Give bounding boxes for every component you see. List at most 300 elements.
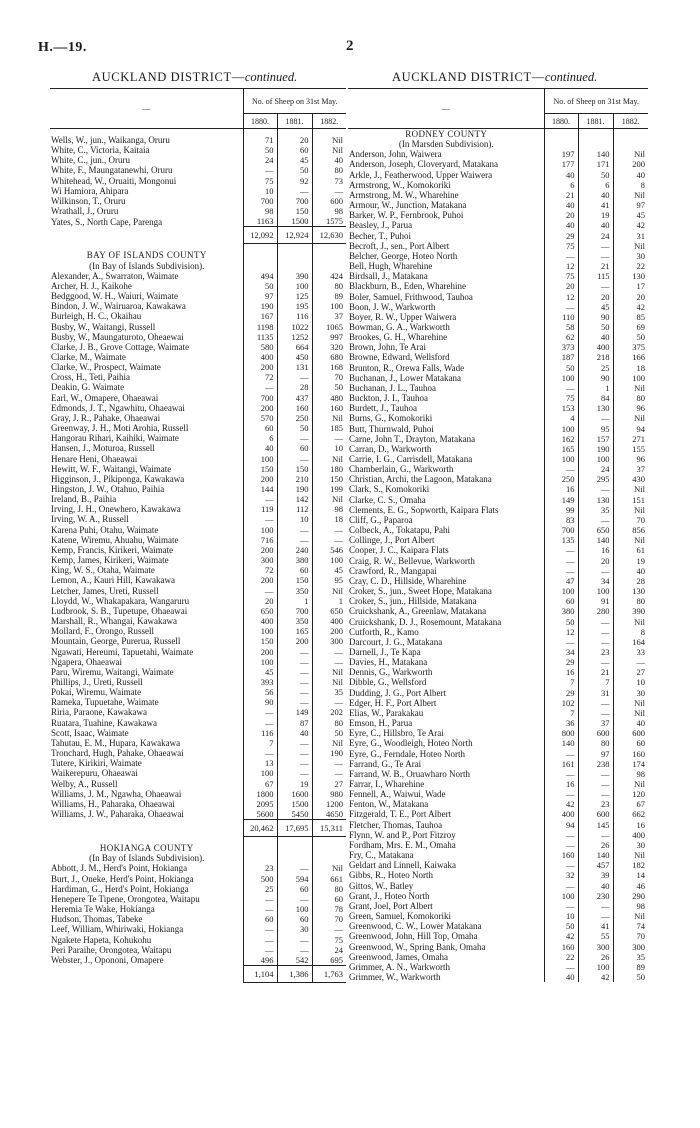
sheep-1882-cell: Nil [312,413,346,423]
sheep-1882-cell: 95 [312,575,346,585]
table-row [50,874,346,884]
sheep-1882-cell: 100 [613,373,648,383]
owner-name: Davies, H., Matakana [349,657,428,668]
owner-name: Anderson, John, Waiwera [349,149,442,160]
sheep-1882-cell: 480 [312,393,346,403]
sheep-1881-cell [277,261,312,271]
sheep-1882-cell: 17 [613,281,648,291]
sheep-1882-cell: 35 [613,952,648,962]
sheep-1882-cell: 1 [312,596,346,606]
sheep-1882-cell: Nil [613,413,648,423]
table-row [348,352,648,362]
sheep-1882-cell: 160 [613,749,648,759]
sheep-1882-cell: 40 [312,155,346,165]
sheep-1881-cell: 457 [578,860,613,870]
table-row [348,677,648,687]
sheep-1880-cell: 110 [544,312,578,322]
sheep-1880-cell: 400 [544,809,578,819]
owner-name: Burns, G., Komokoriki [349,413,433,424]
sheep-1880-cell: 100 [544,424,578,434]
table-row [348,312,648,322]
subdivision-row [50,853,346,863]
sheep-1882-cell: 1200 [312,799,346,809]
left-district-title [92,70,297,85]
sheep-1882-cell: 97 [613,200,648,210]
sheep-1882-cell: Nil [312,145,346,155]
table-row [348,484,648,494]
sheep-1881-cell: 60 [277,443,312,453]
owner-name: Bowman, G. A., Warkworth [349,321,450,332]
table-row [50,206,346,216]
sheep-1881-cell: 84 [578,393,613,403]
table-row [348,515,648,525]
table-row [348,850,648,860]
sheep-1881-cell: 140 [578,149,613,159]
table-row [348,627,648,637]
table-row [50,311,346,321]
year-header-1882: 1882. [312,114,346,129]
table-row [348,363,648,373]
sheep-1882-cell: 130 [613,271,648,281]
table-row [348,749,648,759]
owner-name: Darcourt, J. G., Matakana [349,636,443,647]
sheep-1881-cell: — [578,241,613,251]
sheep-1882-cell: 190 [312,748,346,758]
table-row [348,434,648,444]
sheep-1881-cell: 240 [277,545,312,555]
sheep-1881-cell: 39 [578,870,613,880]
sheep-1882-cell: 199 [312,484,346,494]
sheep-1882-cell: 20 [613,292,648,302]
owner-name: Edger, H. F., Port Albert [349,697,437,708]
sheep-1882-cell: 70 [613,515,648,525]
sheep-1880-cell: 67 [243,779,277,789]
sheep-1881-cell: — [578,515,613,525]
sheep-1880-cell: — [243,494,277,504]
table-row [50,525,346,535]
sheep-1882-cell: 40 [613,718,648,728]
table-row [348,870,648,880]
subdivision-row [50,261,346,271]
sheep-1880-cell: 102 [544,698,578,708]
sheep-1880-cell: 1,104 [243,966,277,983]
table-row [50,301,346,311]
sheep-1882-cell: 10 [312,443,346,453]
owner-name: Tutere, Kirikiri, Waimate [51,758,142,769]
owner-name: Riria, Paraone, Kawakawa [51,707,147,718]
sheep-1881-cell: — [578,413,613,423]
table-row [348,657,648,667]
sheep-1881-cell: 171 [578,159,613,169]
owner-name: Irving, W. A., Russell [51,514,129,525]
owner-name: Ludbrook, S. B., Tupetupe, Ohaeawai [51,605,188,616]
owner-name: Buchanan, J. L., Tauhoa [349,382,436,393]
owner-name: Fordham, Mrs. E. M., Omaha [349,839,456,850]
sheep-1882-cell: 375 [613,342,648,352]
total-row [50,820,346,837]
table-row [50,955,346,966]
sheep-1881-cell: 218 [578,352,613,362]
owner-name: Grant, J., Hoteo North [349,890,430,901]
sheep-1881-cell: 50 [277,423,312,433]
sheep-1881-cell: 150 [277,464,312,474]
owner-name: Alexander, A., Swarraton, Waimate [51,270,179,281]
right-sheep-table [348,88,648,982]
table-row [348,799,648,809]
sheep-1881-cell: — [277,433,312,443]
sheep-1882-cell: — [312,758,346,768]
sheep-1880-cell: 190 [243,301,277,311]
owner-name: Cliff, G., Paparoa [349,514,413,525]
owner-name: Williams, H., Paharaka, Ohaeawai [51,798,175,809]
owner-name [50,227,243,244]
table-row [348,342,648,352]
sheep-1881-cell: 295 [578,474,613,484]
left-district-name: AUCKLAND DISTRICT— [92,70,245,84]
table-row [50,474,346,484]
sheep-1881-cell: 380 [277,555,312,565]
table-row [348,708,648,718]
sheep-1880-cell [243,843,277,853]
sheep-1881-cell: 1500 [277,216,312,227]
owner-name: Buchanan, J., Lower Matakana [349,372,461,383]
table-row [348,972,648,982]
sheep-1880-cell: 700 [544,525,578,535]
sheep-1880-cell: 72 [243,372,277,382]
owner-name: Collinge, J., Port Albert [349,535,435,546]
sheep-1880-cell: 494 [243,271,277,281]
sheep-1880-cell: — [544,789,578,799]
sheep-1881-cell: — [277,186,312,196]
sheep-1882-cell: 182 [613,860,648,870]
sheep-1880-cell: 60 [243,914,277,924]
sheep-1880-cell: — [544,566,578,576]
sheep-1881-cell: 230 [578,891,613,901]
sheep-1881-cell: — [277,758,312,768]
sheep-1880-cell: 1163 [243,216,277,227]
table-row [348,830,648,840]
sheep-1881-cell: 210 [277,474,312,484]
sheep-1881-cell: 16 [578,545,613,555]
table-row [348,952,648,962]
sheep-1881-cell: 24 [578,464,613,474]
sheep-1880-cell: — [243,718,277,728]
sheep-1882-cell: 997 [312,332,346,342]
sheep-1880-cell: 153 [544,403,578,413]
sheep-1882-cell: 98 [613,901,648,911]
sheep-1880-cell: 187 [544,352,578,362]
sheep-1880-cell: 50 [544,363,578,373]
sheep-1880-cell: 42 [544,931,578,941]
table-row [50,935,346,945]
table-row [50,768,346,778]
sheep-1882-cell: 174 [613,759,648,769]
document-reference: H.—19. [38,40,87,55]
sheep-1882-cell: 45 [613,210,648,220]
sheep-1881-cell: 1600 [277,789,312,799]
sheep-1882-cell [312,261,346,271]
sheep-1882-cell: Nil [613,911,648,921]
sheep-1882-cell: Nil [613,779,648,789]
sheep-1881-cell: 17,695 [277,820,312,837]
sheep-1882-cell: 40 [613,170,648,180]
sheep-1880-cell: 150 [243,464,277,474]
sheep-1882-cell: Nil [312,454,346,464]
sheep-1881-cell: 34 [578,576,613,586]
sheep-1882-cell: 75 [312,935,346,945]
sheep-1882-cell: 70 [312,372,346,382]
sheep-1880-cell: 40 [243,443,277,453]
sheep-1880-cell: 300 [243,555,277,565]
sheep-1881-cell: 60 [277,914,312,924]
sheep-1880-cell: 400 [243,352,277,362]
sheep-1880-cell: 400 [243,616,277,626]
sheep-1882-cell: 185 [312,423,346,433]
sheep-1882-cell: 400 [312,616,346,626]
owner-name: White, C., Victoria, Kaitaia [51,145,150,156]
table-row [50,332,346,342]
sheep-1881-cell: 140 [578,535,613,545]
sheep-1880-cell: — [544,637,578,647]
sheep-1881-cell: — [277,677,312,687]
sheep-1881-cell: 80 [578,738,613,748]
owner-name: Greenway, J. H., Moti Arohia, Russell [51,423,189,434]
owner-name: Ruatara, Tuahine, Kawakawa [51,717,157,728]
sheep-1881-cell: — [277,667,312,677]
owner-name: Fletcher, Thomas, Tauhoa [349,819,443,830]
table-row [348,576,648,586]
table-row [348,738,648,748]
sheep-1882-cell: 130 [613,586,648,596]
sheep-1881-cell: 100 [578,586,613,596]
sheep-1881-cell: 100 [277,281,312,291]
table-row [348,881,648,891]
sheep-1880-cell: 25 [243,884,277,894]
sheep-1882-cell: 8 [613,627,648,637]
sheep-1882-cell: 680 [312,352,346,362]
owner-name: Farrar, I., Wharehine [349,779,425,789]
table-row [348,190,648,200]
sheep-1882-cell: 18 [312,514,346,524]
table-row [348,373,648,383]
sheep-1880-cell: — [544,840,578,850]
sheep-1881-cell: 594 [277,874,312,884]
owner-name: Hansen, J., Moturoa, Russell [51,443,155,454]
sheep-1881-cell: — [578,830,613,840]
sheep-1882-cell [613,139,648,149]
owner-name: Earl, W., Omapere, Ohaeawai [51,392,159,403]
table-row [348,383,648,393]
owner-name: Greenwood, C. W., Lower Matakana [349,921,482,932]
sheep-1882-cell: 100 [312,301,346,311]
sheep-1881-cell: 700 [277,196,312,206]
owner-name: Geldart and Linnell, Kaiwaka [349,860,456,871]
sheep-1881-cell: 41 [578,921,613,931]
table-row [348,840,648,850]
subdivision-row [348,139,648,149]
sheep-1882-cell: — [312,768,346,778]
sheep-1882-cell: 980 [312,789,346,799]
sheep-1882-cell: 94 [613,424,648,434]
table-row [50,616,346,626]
sheep-1880-cell: 99 [544,505,578,515]
sheep-1881-cell: 100 [578,454,613,464]
sheep-1882-cell: 650 [312,606,346,616]
owner-name: Deakin, G. Waimate [51,382,125,393]
table-row [50,514,346,524]
table-row [348,525,648,535]
sheep-1882-cell: 166 [613,352,648,362]
sheep-1882-cell: 50 [613,972,648,982]
sheep-1882-cell: Nil [613,241,648,251]
table-row [348,413,648,423]
sheep-1882-cell: 300 [312,636,346,646]
table-row [50,504,346,514]
sheep-1880-cell: — [243,904,277,914]
sheep-1880-cell: 56 [243,687,277,697]
sheep-1880-cell: 20,462 [243,820,277,837]
table-row [348,779,648,789]
sheep-1882-cell: 85 [613,312,648,322]
sheep-1881-cell: 1022 [277,322,312,332]
sheep-1880-cell [243,261,277,271]
table-row [50,535,346,545]
sheep-1882-cell: 27 [312,779,346,789]
sheep-1880-cell: 40 [544,220,578,230]
owner-name: Mountain, George, Purerua, Russell [51,636,181,647]
owner-name: Burdett, J., Tauhoa [349,403,417,414]
sheep-1880-cell: 32 [544,870,578,880]
owner-name: Beasley, J., Parua [349,220,413,231]
sheep-1881-cell: — [578,901,613,911]
sheep-1880-cell: 700 [243,393,277,403]
sheep-1882-cell: Nil [613,190,648,200]
sheep-1880-cell: 16 [544,667,578,677]
owner-name: Emson, H., Parua [349,718,413,729]
owner-name: Pokai, Wiremu, Waimate [51,687,142,698]
sheep-1882-cell: — [613,657,648,667]
sheep-1880-cell: 393 [243,677,277,687]
sheep-1880-cell: 72 [243,565,277,575]
sheep-1880-cell: 20 [243,596,277,606]
sheep-1880-cell: 10 [544,911,578,921]
sheep-1881-cell: 350 [277,586,312,596]
left-sheep-table [50,88,346,983]
sheep-1882-cell: Nil [613,535,648,545]
sheep-1880-cell: — [544,251,578,261]
sheep-1880-cell: — [243,586,277,596]
sheep-1882-cell: 424 [312,271,346,281]
sheep-1882-cell: 16 [613,820,648,830]
owner-name: King, W. S., Otaha, Waimate [51,565,155,576]
sheep-1880-cell: 40 [544,200,578,210]
table-row [348,891,648,901]
table-row [348,596,648,606]
sheep-1881-cell: 280 [578,606,613,616]
owner-name: Browne, Edward, Wellsford [349,352,450,363]
table-row [50,697,346,707]
sheep-1880-cell: 160 [544,942,578,952]
sheep-1882-cell: Nil [613,383,648,393]
sheep-1881-cell: 50 [578,322,613,332]
sheep-1880-cell: 12 [544,292,578,302]
sheep-1882-cell: 390 [613,606,648,616]
owner-name: Boyer, R. W., Upper Waiwera [349,311,457,322]
sheep-1882-cell: 320 [312,342,346,352]
table-row [348,820,648,830]
sheep-1881-cell: 21 [578,261,613,271]
table-row [50,135,346,145]
sheep-1880-cell: 7 [243,738,277,748]
sheep-1880-cell: — [243,382,277,392]
owner-name: Tahutau, E. M., Hupara, Kawakawa [51,737,181,748]
county-heading: RODNEY COUNTY [405,129,488,139]
sheep-1880-cell: 380 [544,606,578,616]
sheep-1882-cell [312,843,346,853]
owner-name: Higginson, J., Pikiponga, Kawakawa [51,473,185,484]
table-row [50,718,346,728]
table-row [50,382,346,392]
owner-name: Armstrong, W., Komokoriki [349,179,451,190]
sheep-1882-cell: — [312,697,346,707]
sheep-1880-cell: 500 [243,874,277,884]
sheep-1880-cell: 36 [544,718,578,728]
owner-name: Grimmer, A. N., Warkworth [349,961,450,972]
table-row [50,216,346,227]
table-row [348,403,648,413]
sheep-1882-cell: 271 [613,434,648,444]
sheep-1880-cell: 21 [544,190,578,200]
owner-name: Hudson, Thomas, Tabeke [51,914,143,925]
sheep-1882-cell: 80 [312,165,346,175]
table-row [348,251,648,261]
sheep-1881-cell: 1 [277,596,312,606]
sheep-1882-cell: 290 [613,891,648,901]
sheep-1880-cell [544,139,578,149]
owner-name: Letcher, James, Ureti, Russell [51,585,159,596]
sheep-1880-cell: 100 [243,657,277,667]
owner-name: Katene, Wiremu, Ahuahu, Waimate [51,534,179,545]
sheep-1881-cell: 41 [578,200,613,210]
table-row [348,210,648,220]
owner-name: Peri Paraihe, Orongotea, Waitapu [51,944,172,955]
table-row [50,575,346,585]
table-row [348,962,648,972]
sheep-1882-cell: 24 [312,945,346,955]
sheep-1880-cell [243,853,277,863]
right-district-name: AUCKLAND DISTRICT— [392,70,545,84]
county-heading-row [50,843,346,853]
year-header-1880: 1880. [544,114,578,129]
sheep-1882-cell [613,129,648,140]
owner-name: Mollard, F., Orongo, Russell [51,626,155,637]
table-row [50,748,346,758]
sheep-1880-cell: — [243,894,277,904]
table-row [50,413,346,423]
sheep-1880-cell: 90 [243,697,277,707]
sheep-1880-cell: 100 [544,586,578,596]
table-row [50,606,346,616]
sheep-1882-cell: 200 [613,159,648,169]
sheep-1880-cell: — [544,383,578,393]
table-row [50,596,346,606]
sheep-1882-cell: 546 [312,545,346,555]
owner-name: Fry, C., Matakana [349,850,414,861]
sheep-1882-cell: 400 [613,830,648,840]
table-row [50,884,346,894]
owner-name: Edmonds, J. T., Ngawhitu, Ohaeawai [51,402,185,413]
left-register-column [50,88,346,983]
